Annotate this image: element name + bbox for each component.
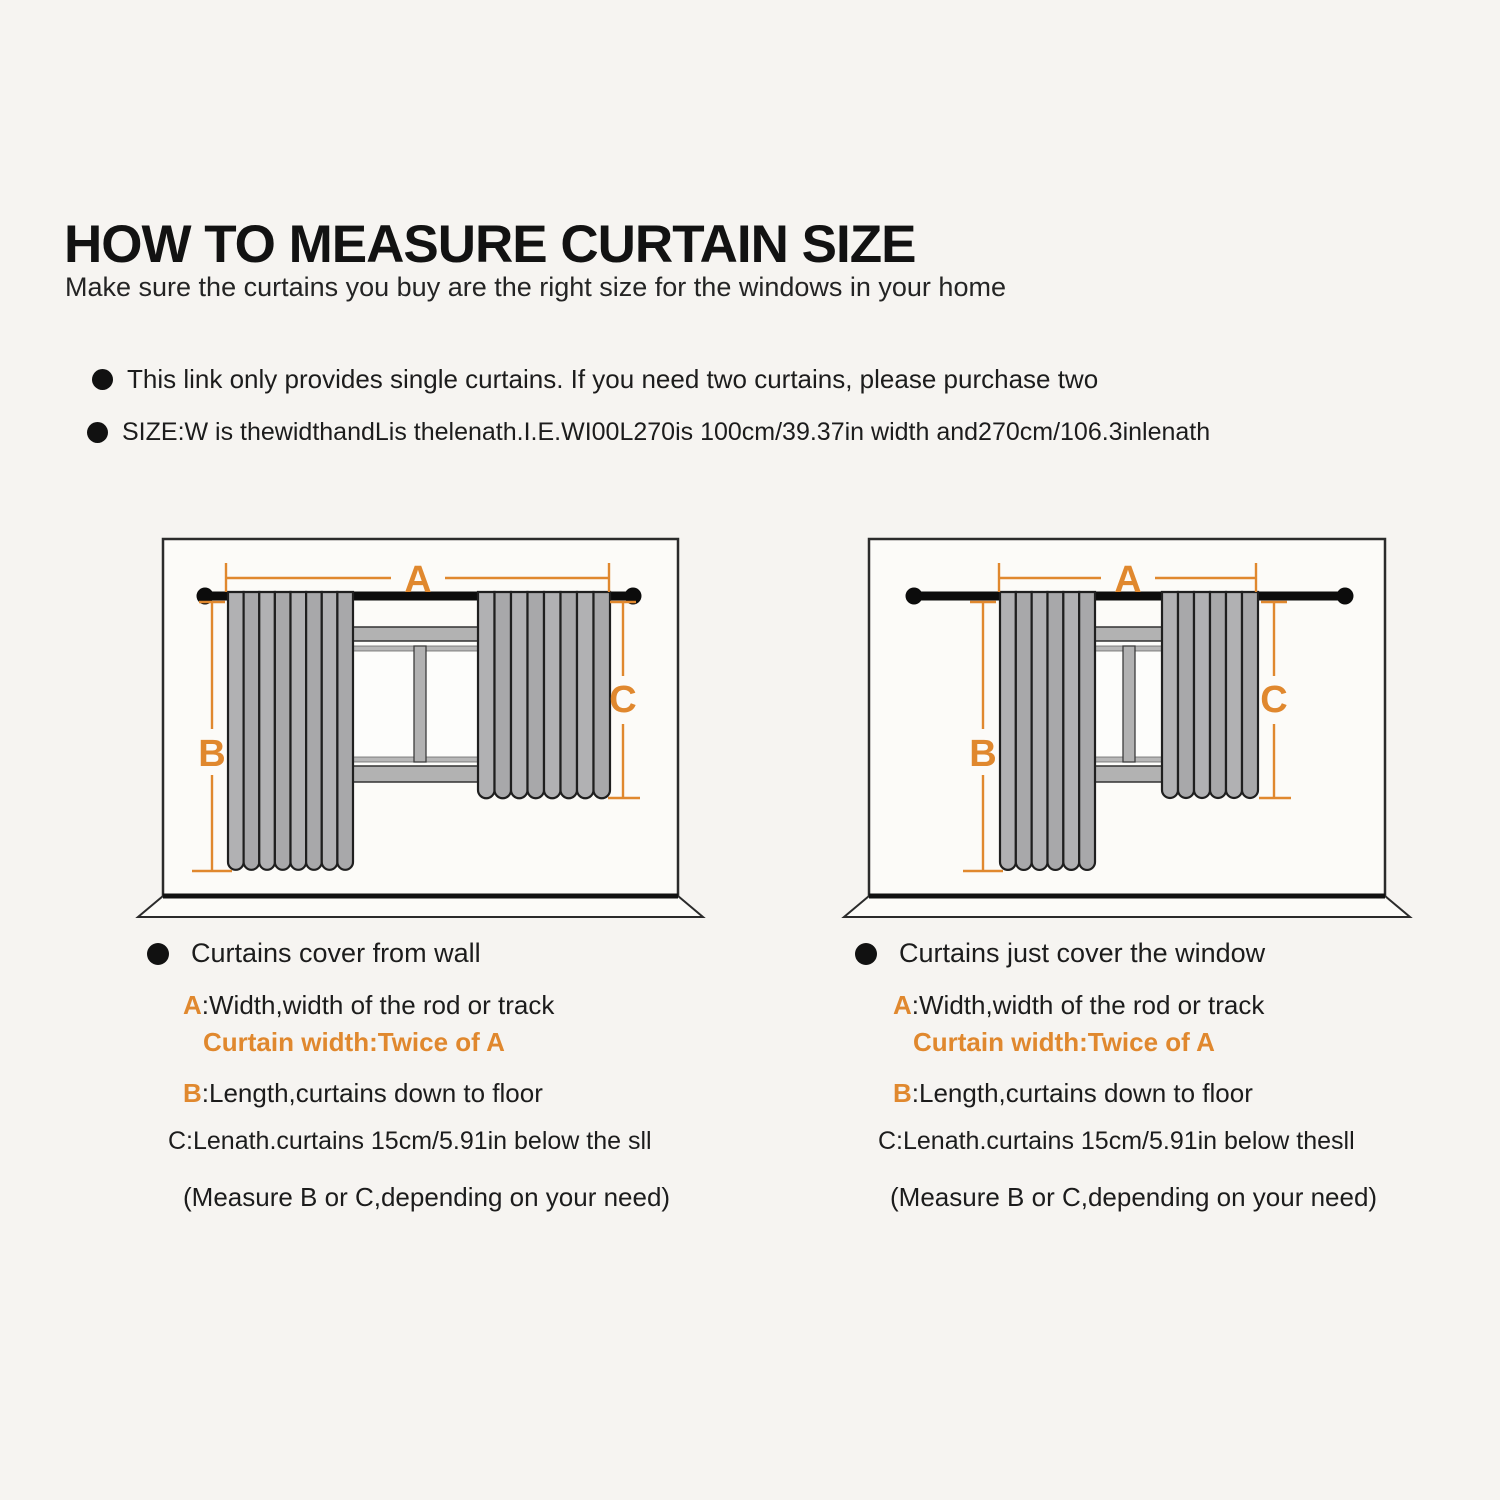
diagram-curtains-just-cover-window xyxy=(836,528,1426,930)
measure-b-label: B xyxy=(969,733,997,775)
window-top-frame xyxy=(353,627,480,641)
window xyxy=(353,627,480,782)
curtain-fold xyxy=(478,592,495,798)
curtain-fold xyxy=(1000,592,1016,870)
line-a-text: :Width,width of the rod or track xyxy=(201,990,555,1020)
curtain-fold xyxy=(1048,592,1064,870)
window-sill xyxy=(353,766,480,782)
curtain-fold xyxy=(528,592,545,798)
line-b-text: :Length,curtains down to floor xyxy=(201,1078,543,1108)
line-measure-note: (Measure B or C,depending on your need) xyxy=(890,1182,1378,1212)
caption-text: Curtains cover from wall xyxy=(191,938,481,968)
curtain-fold xyxy=(337,592,353,870)
curtain-fold xyxy=(495,592,512,798)
curtain-fold xyxy=(275,592,291,870)
curtain-fold xyxy=(322,592,338,870)
line-b-text: :Length,curtains down to floor xyxy=(911,1078,1253,1108)
curtain-fold xyxy=(577,592,594,798)
bullet-icon xyxy=(855,943,877,965)
line-curtain-width-note: Curtain width:Twice of A xyxy=(913,1027,1215,1057)
measure-b-label: B xyxy=(198,733,226,775)
curtain-fold xyxy=(511,592,528,798)
curtain-fold xyxy=(291,592,307,870)
curtain-panel-left xyxy=(228,592,353,870)
line-c-length: C:Lenath.curtains 15cm/5.91in below the sll xyxy=(168,1127,652,1155)
page-subtitle: Make sure the curtains you buy are the right size for the windows in your home xyxy=(65,272,1006,302)
caption-text: Curtains just cover the window xyxy=(899,938,1266,968)
mark-b: B xyxy=(183,1078,202,1108)
window-top-frame xyxy=(1095,627,1162,641)
rod-finial-left xyxy=(906,588,923,605)
curtain-fold xyxy=(244,592,260,870)
curtain-fold xyxy=(1063,592,1079,870)
bullet-icon xyxy=(92,369,113,390)
line-a-width xyxy=(893,990,1264,1021)
diagram-caption xyxy=(855,938,1265,969)
curtain-fold xyxy=(1162,592,1178,798)
mark-a: A xyxy=(893,990,912,1020)
curtain-fold xyxy=(594,592,611,798)
curtain-panel-right xyxy=(1162,592,1258,798)
line-b-length xyxy=(893,1078,1253,1109)
curtain-fold xyxy=(1032,592,1048,870)
curtain-panel-right xyxy=(478,592,610,798)
floor xyxy=(844,896,1410,917)
bullet-icon xyxy=(87,422,108,443)
curtain-fold xyxy=(1226,592,1242,798)
measure-a-label: A xyxy=(1114,559,1142,601)
curtain-fold xyxy=(1178,592,1194,798)
note-text: SIZE:W is thewidthandLis thelenath.I.E.WI00L270is 100cm/39.37in width and270cm/106.3inlenath xyxy=(122,418,1211,446)
window-sill xyxy=(1095,766,1162,782)
diagram-curtains-cover-from-wall xyxy=(128,528,718,930)
curtain-fold xyxy=(306,592,322,870)
rod-finial-right xyxy=(1337,588,1354,605)
curtain-fold xyxy=(561,592,578,798)
bullet-icon xyxy=(147,943,169,965)
window xyxy=(1095,627,1162,782)
curtain-panel-left xyxy=(1000,592,1095,870)
window-mullion xyxy=(414,646,426,762)
note-text: This link only provides single curtains. If you need two curtains, please purchase two xyxy=(127,364,1099,394)
line-a-width xyxy=(183,990,554,1021)
line-curtain-width-note: Curtain width:Twice of A xyxy=(203,1027,505,1057)
line-measure-note: (Measure B or C,depending on your need) xyxy=(183,1182,671,1212)
curtain-fold xyxy=(1079,592,1095,870)
note-single-curtains xyxy=(92,364,1098,395)
curtain-fold xyxy=(1194,592,1210,798)
measure-c-label: C xyxy=(1260,679,1288,721)
line-b-length xyxy=(183,1078,543,1109)
note-size-explanation xyxy=(87,418,1210,447)
curtain-fold xyxy=(1242,592,1258,798)
line-c-length: C:Lenath.curtains 15cm/5.91in below thesll xyxy=(878,1127,1355,1155)
curtain-fold xyxy=(1016,592,1032,870)
curtain-fold xyxy=(259,592,275,870)
curtain-fold xyxy=(1210,592,1226,798)
floor xyxy=(138,896,703,917)
measure-c-label: C xyxy=(609,679,637,721)
curtain-fold xyxy=(228,592,244,870)
curtain-fold xyxy=(544,592,561,798)
mark-a: A xyxy=(183,990,202,1020)
mark-b: B xyxy=(893,1078,912,1108)
measure-a-label: A xyxy=(404,559,432,601)
window-mullion xyxy=(1123,646,1135,762)
line-a-text: :Width,width of the rod or track xyxy=(911,990,1265,1020)
diagram-caption xyxy=(147,938,481,969)
page-title: HOW TO MEASURE CURTAIN SIZE xyxy=(64,215,916,274)
